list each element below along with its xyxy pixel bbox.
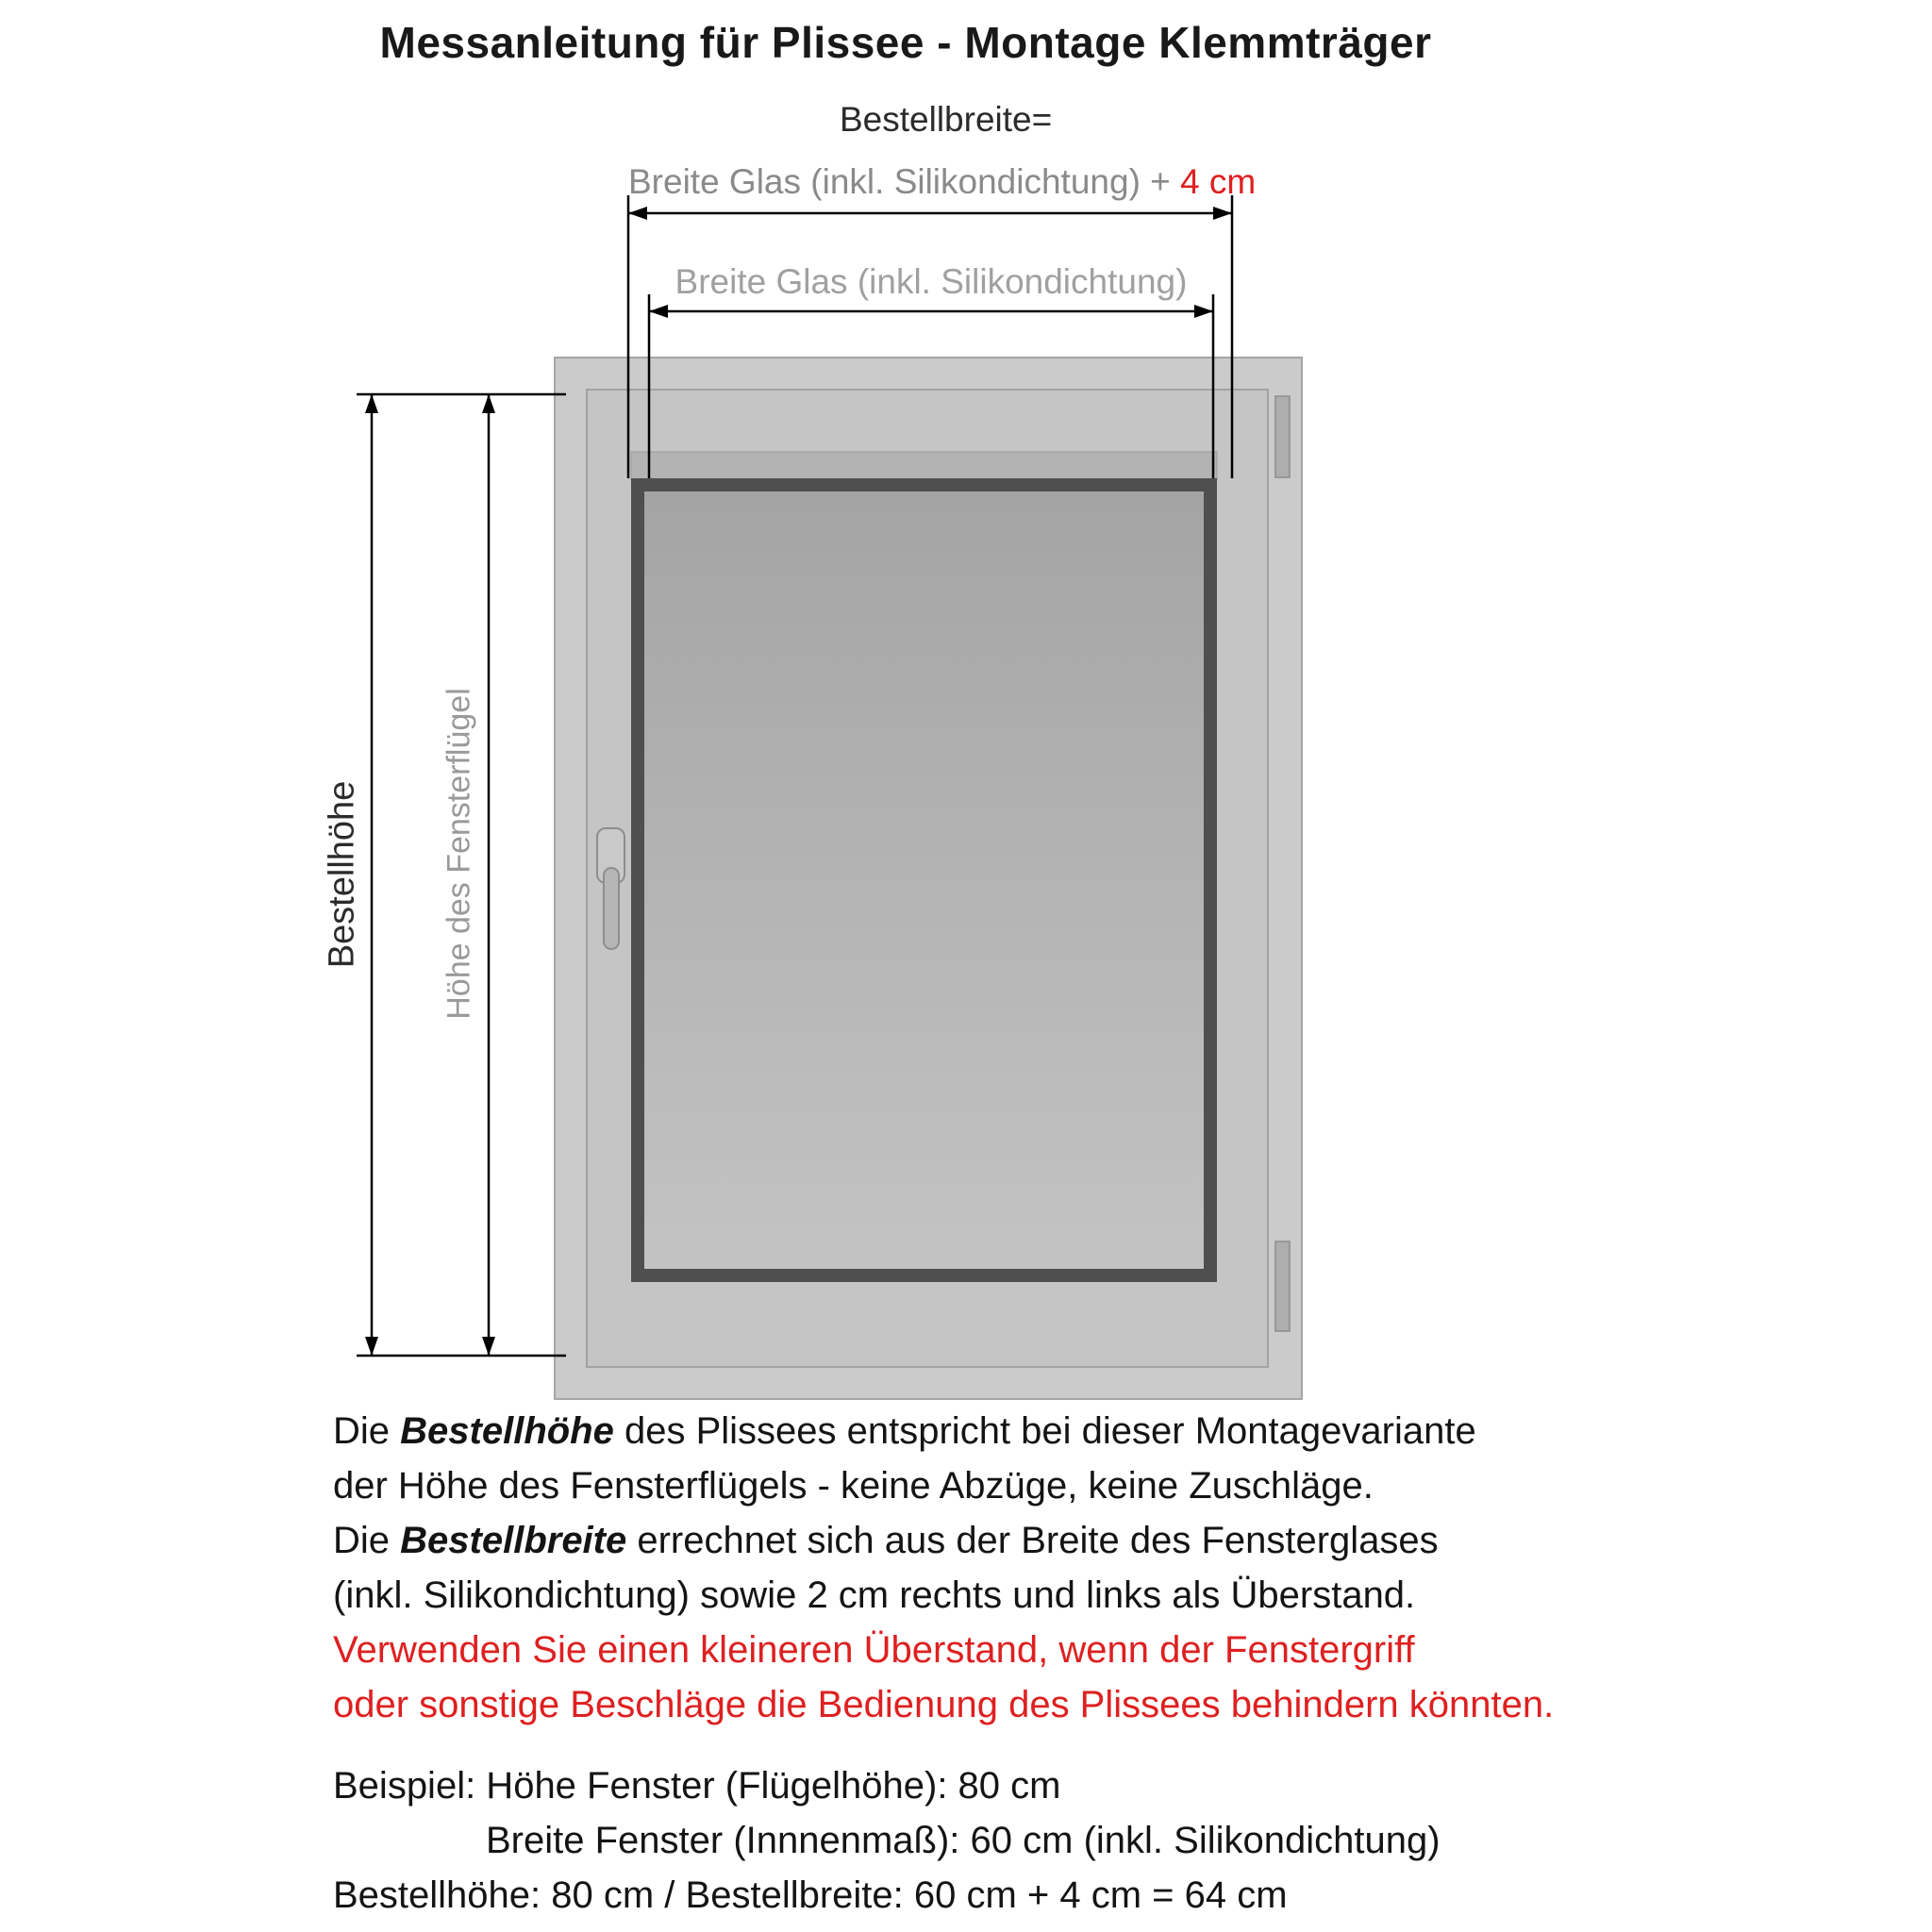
window-glass <box>644 491 1204 1269</box>
inner-width-label: Breite Glas (inkl. Silikondichtung) <box>675 262 1188 301</box>
description-line-1-term: Bestellhöhe <box>400 1410 614 1452</box>
example-line-2: Breite Fenster (Innnenmaß): 60 cm (inkl. Silikondichtung) <box>486 1820 1441 1861</box>
hinge-bottom-icon <box>1275 1241 1290 1331</box>
outer-width-label-text: Breite Glas (inkl. Silikondichtung) + <box>628 162 1181 201</box>
description-block <box>333 1404 1554 1732</box>
window-illustration <box>555 358 1302 1399</box>
hinge-top-icon <box>1275 396 1290 477</box>
description-line-3-term: Bestellbreite <box>400 1520 627 1561</box>
outer-width-label-extra: 4 cm <box>1180 162 1257 201</box>
page-title: Messanleitung für Plissee - Montage Klemmträger <box>379 18 1432 67</box>
description-line-3 <box>333 1513 1554 1568</box>
window-handle-lever <box>604 868 619 949</box>
description-line-1-pre: Die <box>333 1410 401 1452</box>
warning-line-2: oder sonstige Beschläge die Bedienung des Plissees behindern könnten. <box>333 1684 1555 1725</box>
description-line-4: (inkl. Silikondichtung) sowie 2 cm rechts und links als Überstand. <box>333 1574 1416 1616</box>
description-line-1-post: des Plissees entspricht bei dieser Montagevariante <box>613 1410 1476 1452</box>
sash-height-label: Höhe des Fensterflügel <box>441 688 477 1020</box>
example-line-3: Bestellhöhe: 80 cm / Bestellbreite: 60 cm + 4 cm = 64 cm <box>333 1874 1288 1916</box>
description-line-3-post: errechnet sich aus der Breite des Fensterglases <box>626 1520 1439 1561</box>
example-block <box>333 1758 1441 1923</box>
example-line-1: Beispiel: Höhe Fenster (Flügelhöhe): 80 cm <box>333 1765 1061 1807</box>
outer-width-label <box>628 162 1257 202</box>
order-height-label: Bestellhöhe <box>322 780 362 969</box>
description-line-1 <box>333 1404 1554 1458</box>
description-line-2: der Höhe des Fensterflügels - keine Abzüge, keine Zuschläge. <box>333 1465 1374 1507</box>
description-line-3-pre: Die <box>333 1520 401 1561</box>
warning-line-1: Verwenden Sie einen kleineren Überstand, wenn der Fenstergriff <box>333 1629 1415 1671</box>
order-width-label: Bestellbreite= <box>840 100 1053 139</box>
plissee-top-rail <box>631 452 1217 480</box>
